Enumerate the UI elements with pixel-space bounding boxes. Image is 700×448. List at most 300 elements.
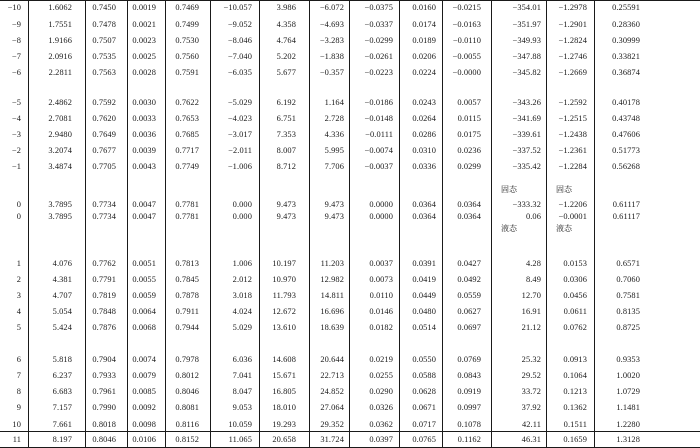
table-cell: 0.0073 bbox=[369, 275, 393, 284]
table-cell: 0.0092 bbox=[132, 403, 156, 412]
table-cell: −0.0111 bbox=[365, 130, 393, 139]
table-cell: 8.712 bbox=[276, 162, 296, 171]
table-cell: 0.1659 bbox=[563, 435, 587, 444]
table-cell: 6.237 bbox=[52, 371, 72, 380]
table-cell: 0.7781 bbox=[175, 212, 199, 221]
table-cell: −0.0337 bbox=[364, 20, 393, 29]
table-cell: 0.36874 bbox=[612, 68, 640, 77]
table-cell: 20.644 bbox=[320, 355, 344, 364]
row-index-cell: 0 bbox=[16, 200, 21, 209]
table-cell: 0.000 bbox=[232, 200, 252, 209]
table-cell: 0.8116 bbox=[175, 420, 199, 429]
table-cell: 0.0000 bbox=[369, 212, 393, 221]
table-cell: 0.7685 bbox=[175, 130, 199, 139]
table-cell: 0.6571 bbox=[616, 259, 640, 268]
table-cell: −0.357 bbox=[319, 68, 344, 77]
table-cell: 11.203 bbox=[320, 259, 344, 268]
table-cell: 0.7990 bbox=[92, 403, 116, 412]
table-cell: 6.036 bbox=[232, 355, 252, 364]
table-cell: 0.0057 bbox=[457, 98, 481, 107]
table-cell: 0.33821 bbox=[612, 52, 640, 61]
table-cell: 0.8018 bbox=[92, 420, 116, 429]
table-cell: 2.0916 bbox=[48, 52, 72, 61]
table-cell: 0.0036 bbox=[132, 130, 156, 139]
table-cell: 0.0480 bbox=[412, 307, 436, 316]
table-cell: 0.0064 bbox=[132, 307, 156, 316]
table-cell: −0.0037 bbox=[364, 162, 393, 171]
table-cell: 0.7819 bbox=[92, 291, 116, 300]
table-cell: 0.0047 bbox=[132, 200, 156, 209]
table-cell: 18.639 bbox=[320, 323, 344, 332]
table-cell: 1.6062 bbox=[48, 3, 72, 12]
table-cell: 16.805 bbox=[272, 387, 296, 396]
table-cell: 0.8046 bbox=[92, 435, 116, 444]
table-cell: 0.7622 bbox=[175, 98, 199, 107]
table-cell: 9.473 bbox=[324, 200, 344, 209]
row-index-cell: 9 bbox=[16, 403, 21, 412]
table-cell: 0.0146 bbox=[369, 307, 393, 316]
table-cell: 0.7781 bbox=[175, 200, 199, 209]
table-cell: 0.56268 bbox=[612, 162, 640, 171]
table-cell: 0.0364 bbox=[412, 200, 436, 209]
column-separator bbox=[210, 0, 211, 448]
row-index-cell: 10 bbox=[12, 420, 21, 429]
table-cell: 0.1064 bbox=[563, 371, 587, 380]
table-cell: 5.995 bbox=[324, 146, 344, 155]
table-cell: 0.7507 bbox=[92, 36, 116, 45]
table-cell: 2.7081 bbox=[48, 114, 72, 123]
table-cell: 12.70 bbox=[521, 291, 541, 300]
table-cell: −4.023 bbox=[227, 114, 252, 123]
table-cell: 5.054 bbox=[52, 307, 72, 316]
table-cell: 4.358 bbox=[276, 20, 296, 29]
table-cell: −335.42 bbox=[512, 162, 541, 171]
table-cell: 4.076 bbox=[52, 259, 72, 268]
table-cell: 46.31 bbox=[521, 435, 541, 444]
table-cell: −337.52 bbox=[512, 146, 541, 155]
table-cell: 0.7734 bbox=[92, 212, 116, 221]
table-cell: 3.2074 bbox=[48, 146, 72, 155]
row-index-cell: −4 bbox=[11, 114, 21, 123]
table-cell: 9.053 bbox=[232, 403, 252, 412]
table-cell: 0.40178 bbox=[612, 98, 640, 107]
table-cell: 0.8081 bbox=[175, 403, 199, 412]
table-cell: 0.0769 bbox=[457, 355, 481, 364]
table-cell: 0.7904 bbox=[92, 355, 116, 364]
table-cell: −4.693 bbox=[319, 20, 344, 29]
table-cell: 16.696 bbox=[320, 307, 344, 316]
table-cell: 0.0019 bbox=[132, 3, 156, 12]
table-cell: 1.7551 bbox=[48, 20, 72, 29]
row-index-cell: −2 bbox=[11, 146, 21, 155]
table-cell: 0.7560 bbox=[175, 52, 199, 61]
table-cell: 22.713 bbox=[320, 371, 344, 380]
row-index-cell: 2 bbox=[16, 275, 21, 284]
table-cell: 9.473 bbox=[324, 212, 344, 221]
table-cell: −347.88 bbox=[512, 52, 541, 61]
table-cell: −0.0148 bbox=[364, 114, 393, 123]
table-cell: 0.7530 bbox=[175, 36, 199, 45]
table-cell: 0.7705 bbox=[92, 162, 116, 171]
table-cell: 1.1481 bbox=[616, 403, 640, 412]
table-cell: 0.0550 bbox=[412, 355, 436, 364]
table-cell: 9.473 bbox=[276, 200, 296, 209]
table-cell: 0.0671 bbox=[412, 403, 436, 412]
table-cell: 0.0051 bbox=[132, 259, 156, 268]
table-cell: 5.818 bbox=[52, 355, 72, 364]
table-cell: −1.2824 bbox=[558, 36, 587, 45]
table-cell: 0.0106 bbox=[132, 435, 156, 444]
table-cell: 0.0110 bbox=[369, 291, 393, 300]
table-cell: −341.69 bbox=[512, 114, 541, 123]
row-index-cell: −6 bbox=[11, 68, 21, 77]
row-index-cell: −7 bbox=[11, 52, 21, 61]
row-index-cell: 4 bbox=[16, 307, 21, 316]
table-cell: 0.0055 bbox=[132, 275, 156, 284]
table-cell: 0.7535 bbox=[92, 52, 116, 61]
table-cell: 0.0611 bbox=[563, 307, 587, 316]
row-index-cell: 6 bbox=[16, 355, 21, 364]
row-index-cell: 8 bbox=[16, 387, 21, 396]
row-index-cell: −1 bbox=[11, 162, 21, 171]
table-cell: 0.0236 bbox=[457, 146, 481, 155]
table-cell: −3.017 bbox=[227, 130, 252, 139]
column-separator bbox=[491, 0, 492, 448]
table-cell: 0.0219 bbox=[369, 355, 393, 364]
table-cell: 0.1362 bbox=[563, 403, 587, 412]
table-cell: 0.7653 bbox=[175, 114, 199, 123]
table-cell: 0.7060 bbox=[616, 275, 640, 284]
table-cell: 0.0843 bbox=[457, 371, 481, 380]
table-cell: 7.661 bbox=[52, 420, 72, 429]
table-cell: 0.0115 bbox=[457, 114, 481, 123]
table-cell: −1.2746 bbox=[558, 52, 587, 61]
table-cell: 0.0492 bbox=[457, 275, 481, 284]
table-cell: 8.197 bbox=[52, 435, 72, 444]
table-cell: 2.2811 bbox=[48, 68, 72, 77]
table-rule bbox=[0, 431, 700, 432]
table-cell: 0.0286 bbox=[412, 130, 436, 139]
table-cell: 33.72 bbox=[521, 387, 541, 396]
table-cell: −0.0223 bbox=[364, 68, 393, 77]
table-cell: 0.51773 bbox=[612, 146, 640, 155]
table-cell: −0.0001 bbox=[558, 212, 587, 221]
table-cell: 0.0037 bbox=[369, 259, 393, 268]
table-cell: 2.9480 bbox=[48, 130, 72, 139]
table-cell: 0.43748 bbox=[612, 114, 640, 123]
table-cell: 0.0174 bbox=[412, 20, 436, 29]
table-cell: 1.0020 bbox=[616, 371, 640, 380]
table-cell: 0.7961 bbox=[92, 387, 116, 396]
table-cell: −349.93 bbox=[512, 36, 541, 45]
table-cell: 0.0364 bbox=[457, 212, 481, 221]
table-cell: 8.007 bbox=[276, 146, 296, 155]
table-cell: 0.7734 bbox=[92, 200, 116, 209]
table-cell: 0.0397 bbox=[369, 435, 393, 444]
table-cell: 3.4874 bbox=[48, 162, 72, 171]
column-separator bbox=[259, 0, 260, 448]
table-cell: 0.7978 bbox=[175, 355, 199, 364]
table-cell: 0.7450 bbox=[92, 3, 116, 12]
table-cell: 0.0306 bbox=[563, 275, 587, 284]
table-cell: 0.0030 bbox=[132, 98, 156, 107]
column-separator bbox=[165, 0, 166, 448]
table-cell: 3.7895 bbox=[48, 200, 72, 209]
table-cell: 3.018 bbox=[232, 291, 252, 300]
table-cell: 0.7649 bbox=[92, 130, 116, 139]
table-cell: 0.0021 bbox=[132, 20, 156, 29]
table-cell: 0.0043 bbox=[132, 162, 156, 171]
table-cell: 31.724 bbox=[320, 435, 344, 444]
row-index-cell: −10 bbox=[7, 3, 21, 12]
table-cell: 0.0028 bbox=[132, 68, 156, 77]
table-cell: 0.8135 bbox=[616, 307, 640, 316]
row-index-cell: 0 bbox=[16, 212, 21, 221]
column-separator bbox=[309, 0, 310, 448]
table-cell: 0.7791 bbox=[92, 275, 116, 284]
table-cell: 7.706 bbox=[324, 162, 344, 171]
table-cell: 1.9166 bbox=[48, 36, 72, 45]
table-cell: 25.32 bbox=[521, 355, 541, 364]
row-index-cell: 7 bbox=[16, 371, 21, 380]
table-cell: 0.0419 bbox=[412, 275, 436, 284]
table-cell: 0.0098 bbox=[132, 420, 156, 429]
table-cell: 0.7620 bbox=[92, 114, 116, 123]
table-cell: 0.61117 bbox=[612, 212, 640, 221]
phase-label: 液态 bbox=[501, 224, 517, 233]
table-cell: 0.06 bbox=[525, 212, 541, 221]
table-cell: 2.728 bbox=[324, 114, 344, 123]
table-cell: 0.28360 bbox=[612, 20, 640, 29]
table-cell: 0.0243 bbox=[412, 98, 436, 107]
column-separator bbox=[127, 0, 128, 448]
table-cell: −6.035 bbox=[227, 68, 252, 77]
table-cell: −1.2284 bbox=[558, 162, 587, 171]
table-cell: 16.91 bbox=[521, 307, 541, 316]
table-cell: 0.0153 bbox=[563, 259, 587, 268]
table-cell: 24.852 bbox=[320, 387, 344, 396]
table-cell: 0.0697 bbox=[457, 323, 481, 332]
table-cell: 0.0023 bbox=[132, 36, 156, 45]
column-separator bbox=[399, 0, 400, 448]
table-cell: 0.0762 bbox=[563, 323, 587, 332]
table-cell: 0.0628 bbox=[412, 387, 436, 396]
table-cell: 0.0514 bbox=[412, 323, 436, 332]
table-cell: 0.7848 bbox=[92, 307, 116, 316]
table-cell: 0.7749 bbox=[175, 162, 199, 171]
table-cell: 0.0182 bbox=[369, 323, 393, 332]
column-separator bbox=[442, 0, 443, 448]
table-cell: 0.7499 bbox=[175, 20, 199, 29]
table-cell: 0.1213 bbox=[563, 387, 587, 396]
table-cell: 0.0189 bbox=[412, 36, 436, 45]
table-cell: 8.047 bbox=[232, 387, 252, 396]
table-cell: 0.0160 bbox=[412, 3, 436, 12]
table-cell: 11.065 bbox=[228, 435, 252, 444]
table-cell: 4.28 bbox=[525, 259, 541, 268]
table-cell: 1.006 bbox=[232, 259, 252, 268]
table-cell: 0.0047 bbox=[132, 212, 156, 221]
table-cell: 4.764 bbox=[276, 36, 296, 45]
table-cell: 0.0449 bbox=[412, 291, 436, 300]
table-cell: 0.0299 bbox=[457, 162, 481, 171]
table-cell: 2.012 bbox=[232, 275, 252, 284]
table-cell: −339.61 bbox=[512, 130, 541, 139]
table-cell: 0.7944 bbox=[175, 323, 199, 332]
table-cell: 0.0290 bbox=[369, 387, 393, 396]
table-cell: 0.0059 bbox=[132, 291, 156, 300]
table-cell: −0.0055 bbox=[452, 52, 481, 61]
table-cell: 29.352 bbox=[320, 420, 344, 429]
table-cell: 0.1511 bbox=[563, 420, 587, 429]
table-cell: 4.707 bbox=[52, 291, 72, 300]
table-cell: 0.0456 bbox=[563, 291, 587, 300]
table-cell: 0.7878 bbox=[175, 291, 199, 300]
table-cell: 12.672 bbox=[272, 307, 296, 316]
table-cell: 0.8725 bbox=[616, 323, 640, 332]
table-cell: 0.7933 bbox=[92, 371, 116, 380]
table-cell: 4.336 bbox=[324, 130, 344, 139]
table-cell: 3.986 bbox=[276, 3, 296, 12]
table-cell: 0.8012 bbox=[175, 371, 199, 380]
table-cell: −10.057 bbox=[223, 3, 252, 12]
table-cell: 4.024 bbox=[232, 307, 252, 316]
table-cell: 0.0079 bbox=[132, 371, 156, 380]
table-cell: 0.0997 bbox=[457, 403, 481, 412]
table-cell: 13.610 bbox=[272, 323, 296, 332]
table-cell: −333.32 bbox=[512, 200, 541, 209]
table-cell: −3.283 bbox=[319, 36, 344, 45]
table-cell: 5.202 bbox=[276, 52, 296, 61]
table-cell: 10.197 bbox=[272, 259, 296, 268]
table-cell: 0.0255 bbox=[369, 371, 393, 380]
table-cell: 0.0336 bbox=[412, 162, 436, 171]
table-cell: 0.0717 bbox=[412, 420, 436, 429]
table-cell: 0.0224 bbox=[412, 68, 436, 77]
row-index-cell: −9 bbox=[11, 20, 21, 29]
row-index-cell: 5 bbox=[16, 323, 21, 332]
table-cell: 0.0264 bbox=[412, 114, 436, 123]
table-cell: 0.7592 bbox=[92, 98, 116, 107]
table-cell: −0.0215 bbox=[452, 3, 481, 12]
row-index-cell: −3 bbox=[11, 130, 21, 139]
table-cell: 0.7478 bbox=[92, 20, 116, 29]
table-cell: −0.0299 bbox=[364, 36, 393, 45]
table-cell: 5.029 bbox=[232, 323, 252, 332]
table-cell: 0.0068 bbox=[132, 323, 156, 332]
table-cell: 0.0074 bbox=[132, 355, 156, 364]
table-cell: −7.040 bbox=[227, 52, 252, 61]
column-separator bbox=[594, 0, 595, 448]
table-cell: 0.0588 bbox=[412, 371, 436, 380]
table-cell: −1.2438 bbox=[558, 130, 587, 139]
table-cell: 3.7895 bbox=[48, 212, 72, 221]
table-cell: 0.47606 bbox=[612, 130, 640, 139]
row-index-cell: 3 bbox=[16, 291, 21, 300]
table-cell: 0.0364 bbox=[457, 200, 481, 209]
table-cell: 0.7813 bbox=[175, 259, 199, 268]
table-cell: −1.2592 bbox=[558, 98, 587, 107]
row-index-cell: −8 bbox=[11, 36, 21, 45]
table-cell: 0.0765 bbox=[412, 435, 436, 444]
table-cell: 0.7717 bbox=[175, 146, 199, 155]
table-cell: 0.7563 bbox=[92, 68, 116, 77]
table-cell: 20.658 bbox=[272, 435, 296, 444]
row-index-cell: 1 bbox=[16, 259, 21, 268]
table-cell: 7.353 bbox=[276, 130, 296, 139]
table-cell: 0.7469 bbox=[175, 3, 199, 12]
table-cell: 0.7845 bbox=[175, 275, 199, 284]
column-separator bbox=[85, 0, 86, 448]
table-cell: 0.0206 bbox=[412, 52, 436, 61]
table-cell: 15.671 bbox=[272, 371, 296, 380]
table-cell: 0.61117 bbox=[612, 200, 640, 209]
table-cell: 0.7677 bbox=[92, 146, 116, 155]
table-cell: 0.0919 bbox=[457, 387, 481, 396]
table-cell: 21.12 bbox=[521, 323, 541, 332]
table-cell: 0.0627 bbox=[457, 307, 481, 316]
table-cell: 1.164 bbox=[324, 98, 344, 107]
table-cell: 10.970 bbox=[272, 275, 296, 284]
table-cell: 4.381 bbox=[52, 275, 72, 284]
table-cell: 0.7911 bbox=[175, 307, 199, 316]
phase-label: 液态 bbox=[556, 224, 572, 233]
table-cell: −1.006 bbox=[227, 162, 252, 171]
table-cell: 1.3128 bbox=[616, 435, 640, 444]
table-cell: −0.0186 bbox=[364, 98, 393, 107]
table-cell: −1.838 bbox=[319, 52, 344, 61]
table-cell: 6.683 bbox=[52, 387, 72, 396]
row-index-cell: −5 bbox=[11, 98, 21, 107]
table-cell: −0.0000 bbox=[452, 68, 481, 77]
table-cell: 0.7876 bbox=[92, 323, 116, 332]
table-cell: 0.8152 bbox=[175, 435, 199, 444]
table-cell: −5.029 bbox=[227, 98, 252, 107]
table-cell: 0.0362 bbox=[369, 420, 393, 429]
table-cell: −8.046 bbox=[227, 36, 252, 45]
table-cell: 0.1078 bbox=[457, 420, 481, 429]
table-cell: 12.982 bbox=[320, 275, 344, 284]
table-cell: 0.0391 bbox=[412, 259, 436, 268]
table-cell: 27.064 bbox=[320, 403, 344, 412]
table-cell: −1.2206 bbox=[558, 200, 587, 209]
table-cell: −345.82 bbox=[512, 68, 541, 77]
table-cell: −354.01 bbox=[512, 3, 541, 12]
table-cell: 0.0025 bbox=[132, 52, 156, 61]
table-cell: 0.0000 bbox=[369, 200, 393, 209]
table-cell: −1.2361 bbox=[558, 146, 587, 155]
table-cell: 7.041 bbox=[232, 371, 252, 380]
table-cell: −1.2669 bbox=[558, 68, 587, 77]
table-cell: 0.0427 bbox=[457, 259, 481, 268]
table-cell: −0.0261 bbox=[364, 52, 393, 61]
table-cell: 0.30999 bbox=[612, 36, 640, 45]
table-cell: −0.0163 bbox=[452, 20, 481, 29]
table-cell: 19.293 bbox=[272, 420, 296, 429]
table-cell: 0.7591 bbox=[175, 68, 199, 77]
column-separator bbox=[28, 0, 29, 448]
table-cell: 0.0033 bbox=[132, 114, 156, 123]
table-cell: 0.0326 bbox=[369, 403, 393, 412]
phase-label: 固态 bbox=[501, 185, 517, 194]
table-cell: 8.49 bbox=[525, 275, 541, 284]
table-cell: 6.192 bbox=[276, 98, 296, 107]
table-cell: 5.424 bbox=[52, 323, 72, 332]
table-cell: 9.473 bbox=[276, 212, 296, 221]
table-cell: 14.811 bbox=[320, 291, 344, 300]
table-cell: −0.0375 bbox=[364, 3, 393, 12]
phase-label: 固态 bbox=[556, 185, 572, 194]
